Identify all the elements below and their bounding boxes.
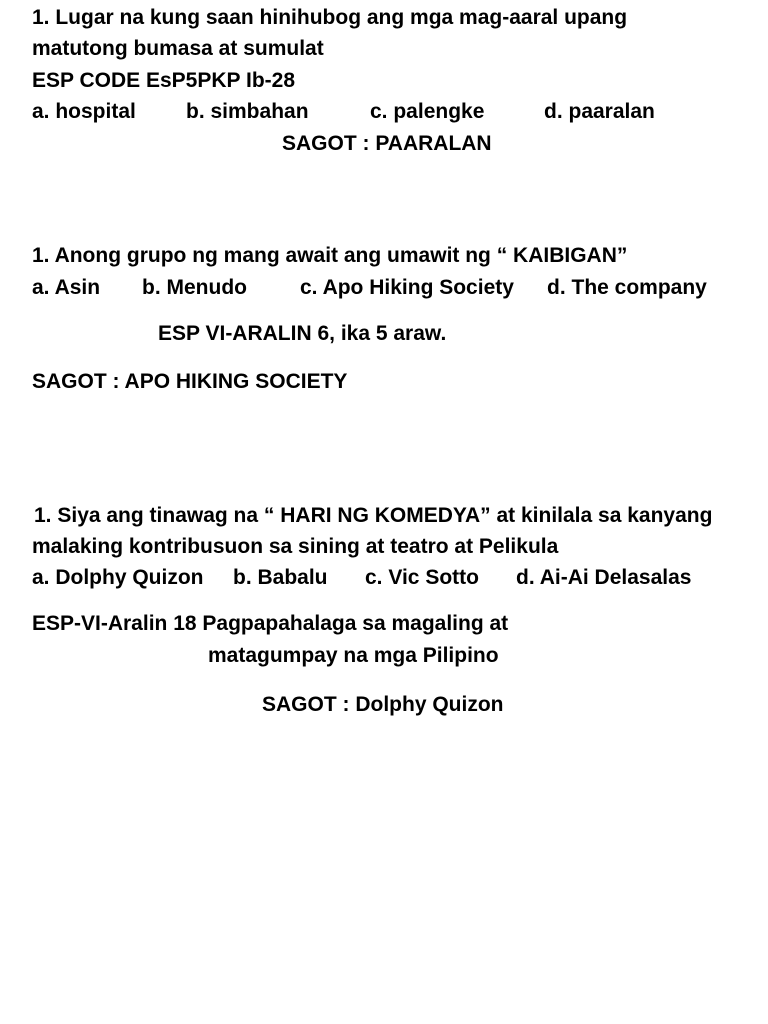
q3-option-d: d. Ai-Ai Delasalas [516, 566, 692, 589]
q2-option-a: a. Asin [32, 276, 101, 299]
q1-option-b: b. simbahan [186, 100, 309, 123]
q1-question-line-1: 1. Lugar na kung saan hinihubog ang mga mag-aaral upang [32, 6, 628, 29]
q2-option-d: d. The company [547, 276, 707, 299]
q2-code: ESP VI-ARALIN 6, ika 5 araw. [158, 322, 447, 345]
q1-option-c: c. palengke [370, 100, 485, 123]
q3-option-b: b. Babalu [233, 566, 328, 589]
q1-answer: SAGOT : PAARALAN [282, 132, 492, 155]
q3-answer: SAGOT : Dolphy Quizon [262, 693, 504, 716]
q2-option-b: b. Menudo [142, 276, 247, 299]
q2-option-c: c. Apo Hiking Society [300, 276, 514, 299]
q1-question-line-2: matutong bumasa at sumulat [32, 37, 324, 60]
q3-option-c: c. Vic Sotto [365, 566, 479, 589]
q3-code-line-1: ESP-VI-Aralin 18 Pagpapahalaga sa magaling at [32, 612, 509, 635]
q1-code: ESP CODE EsP5PKP Ib-28 [32, 69, 296, 92]
q3-code-line-2: matagumpay na mga Pilipino [208, 644, 499, 667]
q2-answer: SAGOT : APO HIKING SOCIETY [32, 370, 348, 393]
q3-question-line-1: 1. Siya ang tinawag na “ HARI NG KOMEDYA” at kinilala sa kanyang [34, 504, 713, 527]
q3-option-a: a. Dolphy Quizon [32, 566, 204, 589]
q2-question-line-1: 1. Anong grupo ng mang await ang umawit ng “ KAIBIGAN” [32, 244, 628, 267]
q3-question-line-2: malaking kontribusuon sa sining at teatro at Pelikula [32, 535, 559, 558]
q1-option-a: a. hospital [32, 100, 136, 123]
q1-option-d: d. paaralan [544, 100, 655, 123]
